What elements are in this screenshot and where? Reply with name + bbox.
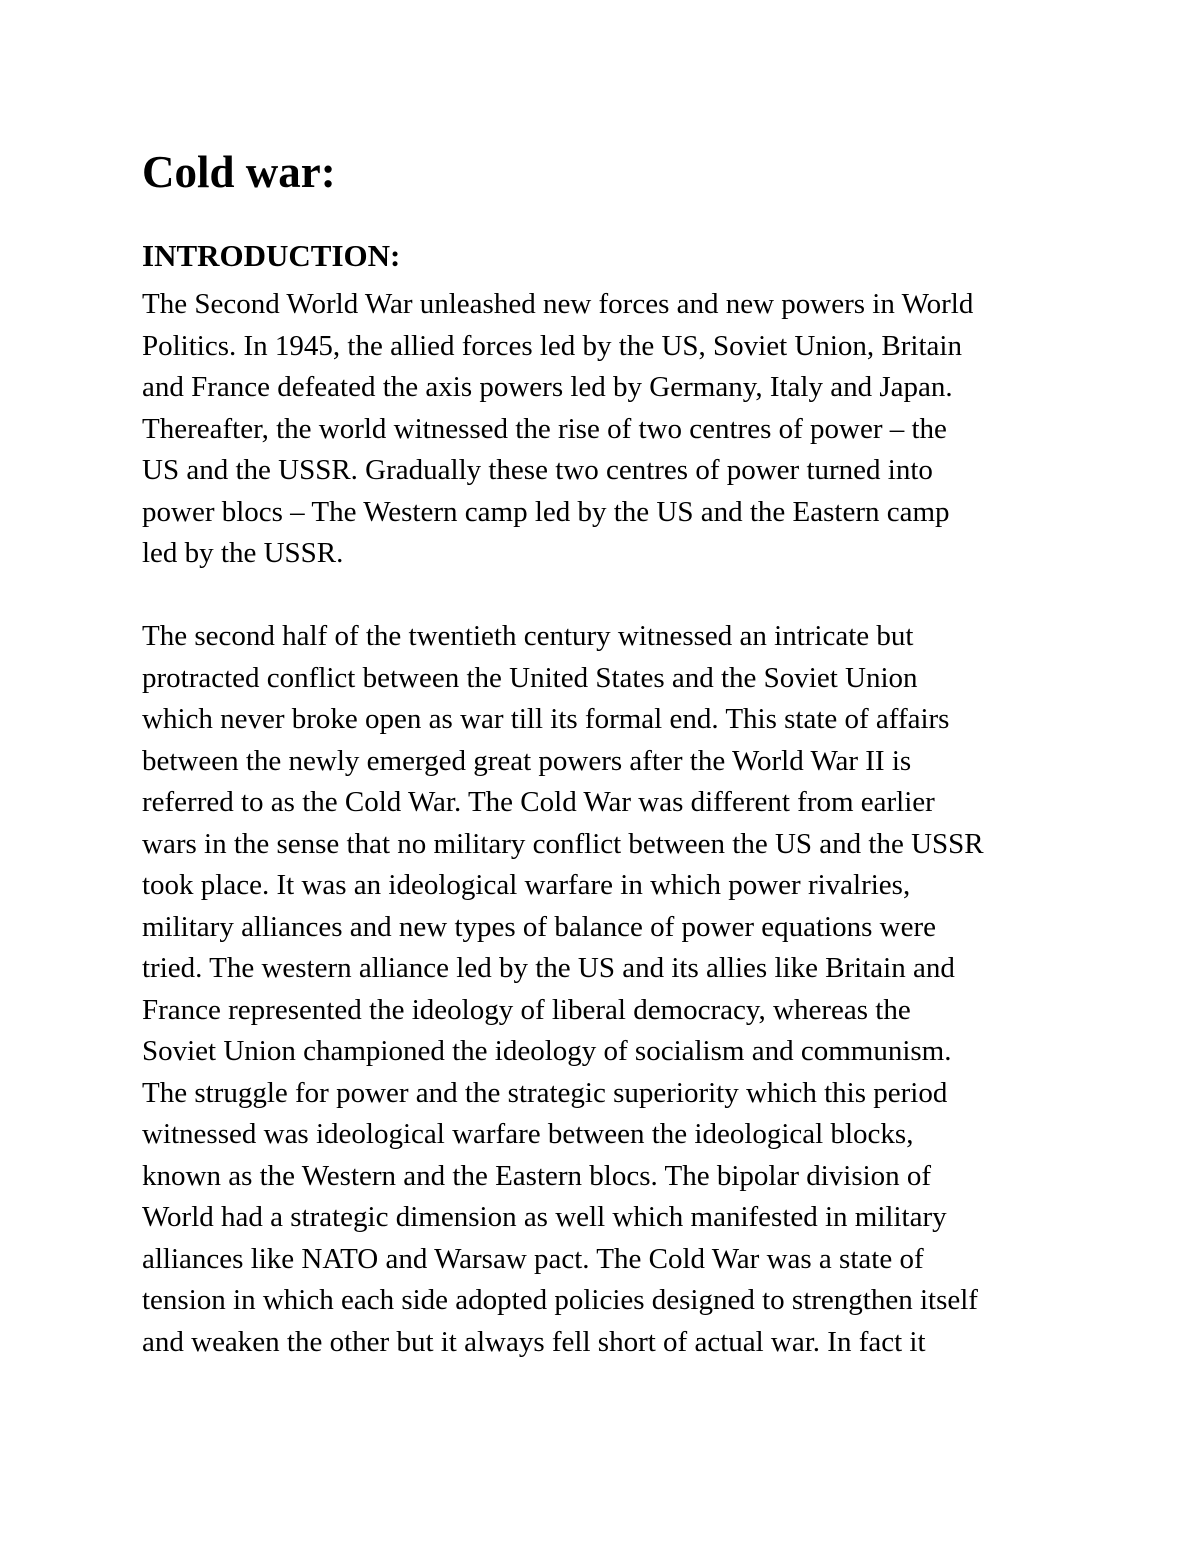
- paragraph-line: US and the USSR. Gradually these two centres of power turned into: [142, 454, 933, 486]
- paragraph-line: wars in the sense that no military conflict between the US and the USSR: [142, 827, 984, 860]
- paragraph-line: tension in which each side adopted policies designed to strengthen itself: [142, 1284, 978, 1316]
- paragraph-line: took place. It was an ideological warfare in which power rivalries,: [142, 869, 911, 901]
- paragraph-line: World had a strategic dimension as well which manifested in military: [142, 1201, 947, 1233]
- paragraph-line: The Second World War unleashed new forces and new powers in World: [142, 288, 974, 320]
- paragraph-2: [142, 616, 1072, 1363]
- document-title: Cold war:: [142, 147, 336, 197]
- paragraph-line: and weaken the other but it always fell short of actual war. In fact it: [142, 1325, 926, 1358]
- paragraph-line: France represented the ideology of liberal democracy, whereas the: [142, 993, 911, 1026]
- paragraph-line: and France defeated the axis powers led by Germany, Italy and Japan.: [142, 371, 953, 403]
- paragraph-line: between the newly emerged great powers after the World War II is: [142, 744, 912, 777]
- paragraph-line: military alliances and new types of balance of power equations were: [142, 910, 936, 943]
- paragraph-line: The second half of the twentieth century witnessed an intricate but: [142, 620, 914, 652]
- paragraph-line: Thereafter, the world witnessed the rise of two centres of power – the: [142, 412, 947, 445]
- paragraph-1: [142, 284, 1072, 575]
- paragraph-line: alliances like NATO and Warsaw pact. The Cold War was a state of: [142, 1242, 924, 1275]
- paragraph-line: referred to as the Cold War. The Cold War was different from earlier: [142, 786, 935, 818]
- paragraph-spacer: [142, 575, 1072, 617]
- paragraph-line: witnessed was ideological warfare between the ideological blocks,: [142, 1118, 914, 1150]
- paragraph-line: which never broke open as war till its formal end. This state of affairs: [142, 703, 950, 735]
- paragraph-line: Soviet Union championed the ideology of socialism and communism.: [142, 1035, 952, 1067]
- paragraph-line: known as the Western and the Eastern blocs. The bipolar division of: [142, 1159, 932, 1192]
- paragraph-line: led by the USSR.: [142, 537, 344, 569]
- paragraph-line: tried. The western alliance led by the US and its allies like Britain and: [142, 952, 955, 984]
- document-body: [142, 140, 1072, 1363]
- section-heading-introduction: INTRODUCTION:: [142, 238, 401, 273]
- paragraph-line: The struggle for power and the strategic superiority which this period: [142, 1076, 948, 1109]
- paragraph-line: power blocs – The Western camp led by the US and the Eastern camp: [142, 495, 950, 528]
- paragraph-line: protracted conflict between the United States and the Soviet Union: [142, 661, 918, 694]
- paragraph-line: Politics. In 1945, the allied forces led by the US, Soviet Union, Britain: [142, 329, 962, 362]
